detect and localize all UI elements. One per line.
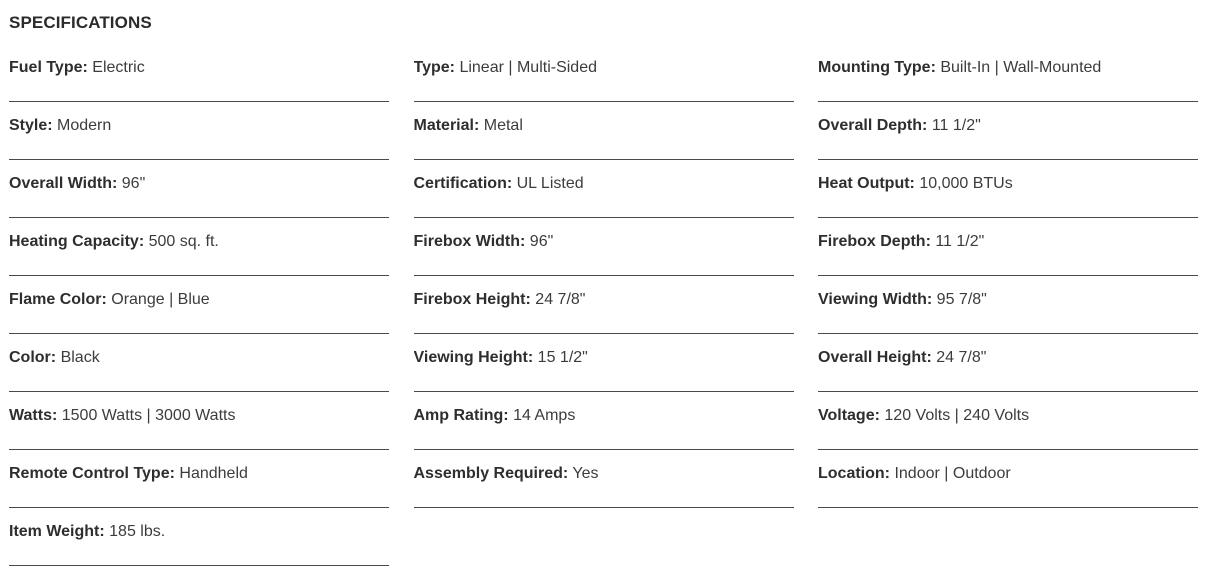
spec-item-color (9, 334, 389, 392)
spec-value: 120 Volts | 240 Volts (884, 407, 1030, 424)
spec-value: 1500 Watts | 3000 Watts (61, 407, 236, 424)
spec-label: Watts: (9, 407, 58, 424)
spec-item-firebox-height (414, 276, 794, 334)
spec-label: Viewing Height: (413, 349, 534, 366)
spec-label: Heating Capacity: (9, 233, 145, 250)
spec-item-remote-control-type (9, 450, 389, 508)
spec-value: 96" (121, 175, 146, 192)
spec-label: Flame Color: (9, 291, 107, 308)
spec-label: Firebox Width: (413, 233, 526, 250)
spec-label: Overall Height: (818, 349, 932, 366)
spec-label: Item Weight: (9, 523, 105, 540)
spec-item-mounting-type (818, 44, 1198, 102)
spec-item-location (818, 450, 1198, 508)
spec-label: Firebox Depth: (818, 233, 931, 250)
spec-value: Built-In | Wall-Mounted (940, 59, 1102, 76)
spec-value: Handheld (179, 465, 248, 482)
spec-value: 96" (529, 233, 554, 250)
spec-value: Metal (483, 117, 523, 134)
spec-label: Remote Control Type: (9, 465, 175, 482)
spec-item-viewing-height (414, 334, 794, 392)
spec-value: Black (60, 349, 100, 366)
spec-label: Type: (413, 59, 455, 76)
spec-item-style (9, 102, 389, 160)
spec-value: 14 Amps (513, 407, 576, 424)
spec-label: Overall Depth: (818, 117, 928, 134)
spec-value: 95 7/8" (936, 291, 987, 308)
spec-item-certification (414, 160, 794, 218)
spec-label: Overall Width: (9, 175, 118, 192)
spec-value: 11 1/2" (935, 233, 985, 250)
spec-label: Material: (413, 117, 480, 134)
section-title: SPECIFICATIONS (9, 13, 152, 32)
spec-value: Indoor | Outdoor (894, 465, 1011, 482)
spec-item-firebox-depth (818, 218, 1198, 276)
spec-label: Certification: (413, 175, 513, 192)
spec-item-overall-height (818, 334, 1198, 392)
spec-label: Fuel Type: (9, 59, 88, 76)
spec-label: Style: (9, 117, 53, 134)
spec-item-watts (9, 392, 389, 450)
spec-value: 24 7/8" (936, 349, 987, 366)
spec-item-overall-width (9, 160, 389, 218)
spec-value: Linear | Multi-Sided (459, 59, 597, 76)
spec-item-item-weight (9, 508, 389, 566)
spec-item-firebox-width (414, 218, 794, 276)
spec-item-fuel-type (9, 44, 389, 102)
spec-label: Assembly Required: (413, 465, 569, 482)
spec-label: Viewing Width: (818, 291, 933, 308)
spec-label: Heat Output: (818, 175, 915, 192)
spec-label: Location: (818, 465, 890, 482)
spec-item-type (414, 44, 794, 102)
spec-item-heating-capacity (9, 218, 389, 276)
spec-item-heat-output (818, 160, 1198, 218)
spec-value: Yes (572, 465, 599, 482)
spec-item-voltage (818, 392, 1198, 450)
spec-item-assembly-required (414, 450, 794, 508)
spec-value: 500 sq. ft. (148, 233, 219, 250)
spec-label: Voltage: (818, 407, 880, 424)
spec-label: Amp Rating: (413, 407, 509, 424)
spec-item-flame-color (9, 276, 389, 334)
spec-value: 11 1/2" (931, 117, 981, 134)
spec-item-material (414, 102, 794, 160)
spec-value: 15 1/2" (537, 349, 588, 366)
spec-value: 24 7/8" (535, 291, 586, 308)
spec-value: Orange | Blue (111, 291, 210, 308)
spec-label: Color: (9, 349, 57, 366)
spec-value: UL Listed (516, 175, 584, 192)
spec-item-viewing-width (818, 276, 1198, 334)
spec-label: Firebox Height: (413, 291, 531, 308)
spec-label: Mounting Type: (818, 59, 936, 76)
spec-value: 185 lbs. (109, 523, 166, 540)
spec-value: 10,000 BTUs (919, 175, 1013, 192)
spec-item-overall-depth (818, 102, 1198, 160)
spec-value: Electric (92, 59, 145, 76)
specifications-grid (9, 44, 1198, 566)
spec-value: Modern (57, 117, 112, 134)
spec-item-amp-rating (414, 392, 794, 450)
